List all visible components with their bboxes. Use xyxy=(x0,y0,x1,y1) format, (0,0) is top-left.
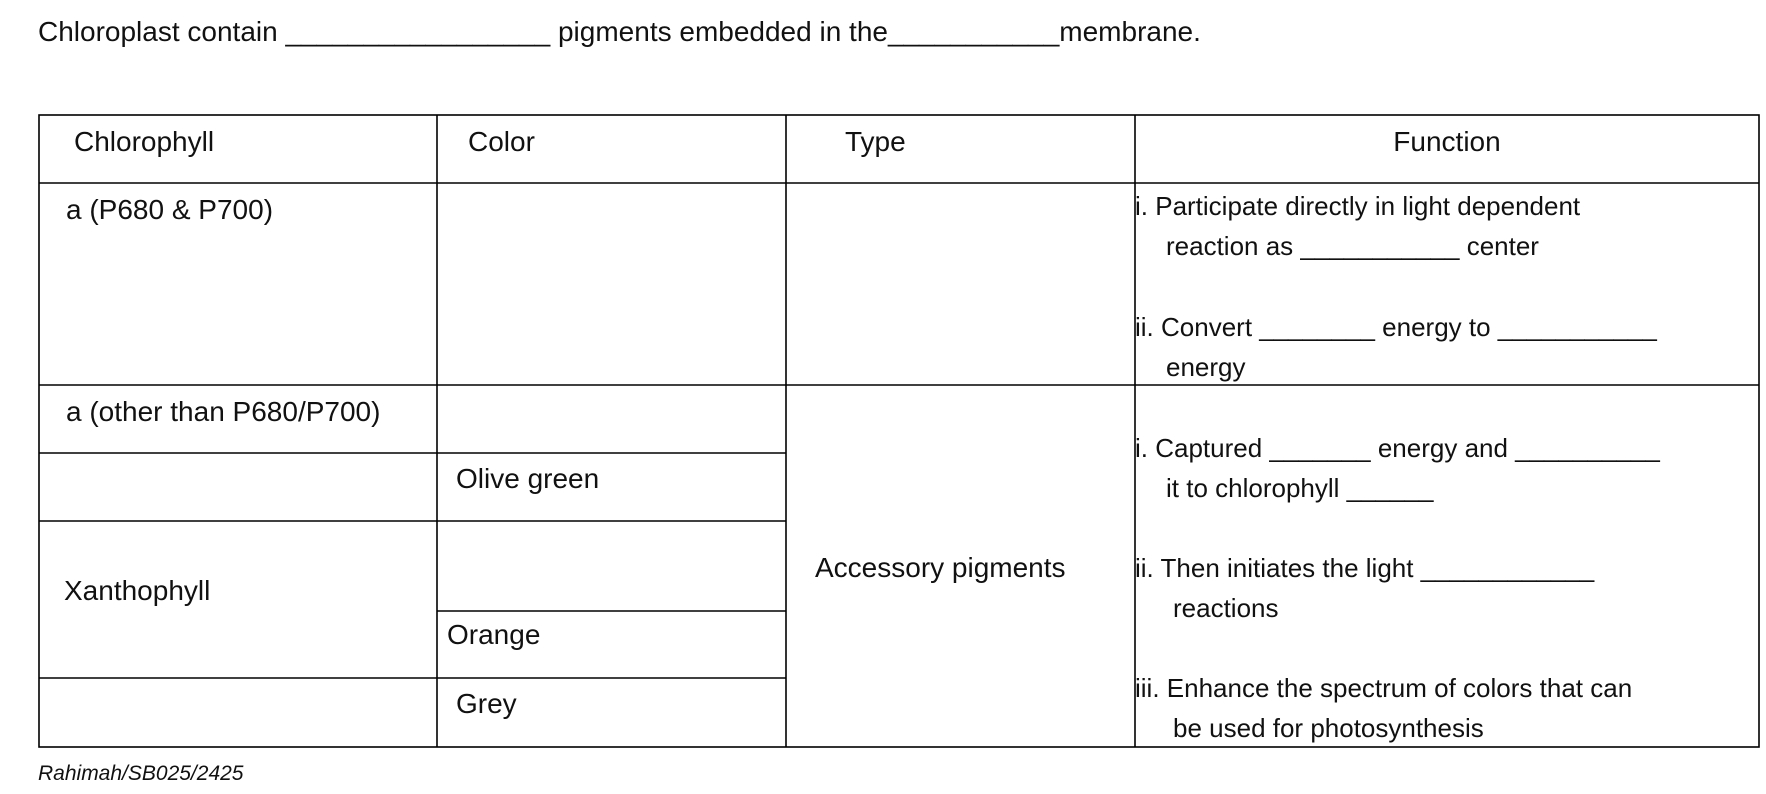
function-2-line-5: iii. Enhance the spectrum of colors that can xyxy=(1135,673,1633,703)
function-2-line-2: it to chlorophyll ______ xyxy=(1166,473,1434,503)
function-2-line-4: reactions xyxy=(1173,593,1279,623)
function-2-line-1: i. Captured _______ energy and __________ xyxy=(1135,433,1660,463)
row-3-color: Olive green xyxy=(456,463,600,494)
type-accessory-pigments: Accessory pigments xyxy=(815,552,1066,583)
header-type: Type xyxy=(845,126,906,157)
row-2-chlorophyll: a (other than P680/P700) xyxy=(66,396,381,427)
header-function: Function xyxy=(1393,126,1501,157)
fill-in-sentence: Chloroplast contain _________________ pigments embedded in the___________membrane. xyxy=(38,16,1201,47)
header-color: Color xyxy=(468,126,535,157)
row-4-chlorophyll: Xanthophyll xyxy=(64,575,211,606)
function-1-line-3: ii. Convert ________ energy to ___________ xyxy=(1135,312,1657,342)
function-1-line-2: reaction as ___________ center xyxy=(1166,231,1539,261)
header-chlorophyll: Chlorophyll xyxy=(74,126,215,157)
row-1-chlorophyll: a (P680 & P700) xyxy=(66,194,274,225)
row-6-color: Grey xyxy=(456,688,517,719)
footer-code: Rahimah/SB025/2425 xyxy=(38,762,244,785)
function-1-line-1: i. Participate directly in light dependent xyxy=(1135,191,1581,221)
row-5-color: Orange xyxy=(447,619,541,650)
function-2-line-3: ii. Then initiates the light ____________ xyxy=(1135,553,1595,583)
function-2-line-6: be used for photosynthesis xyxy=(1173,713,1484,743)
function-1-line-4: energy xyxy=(1166,352,1246,382)
